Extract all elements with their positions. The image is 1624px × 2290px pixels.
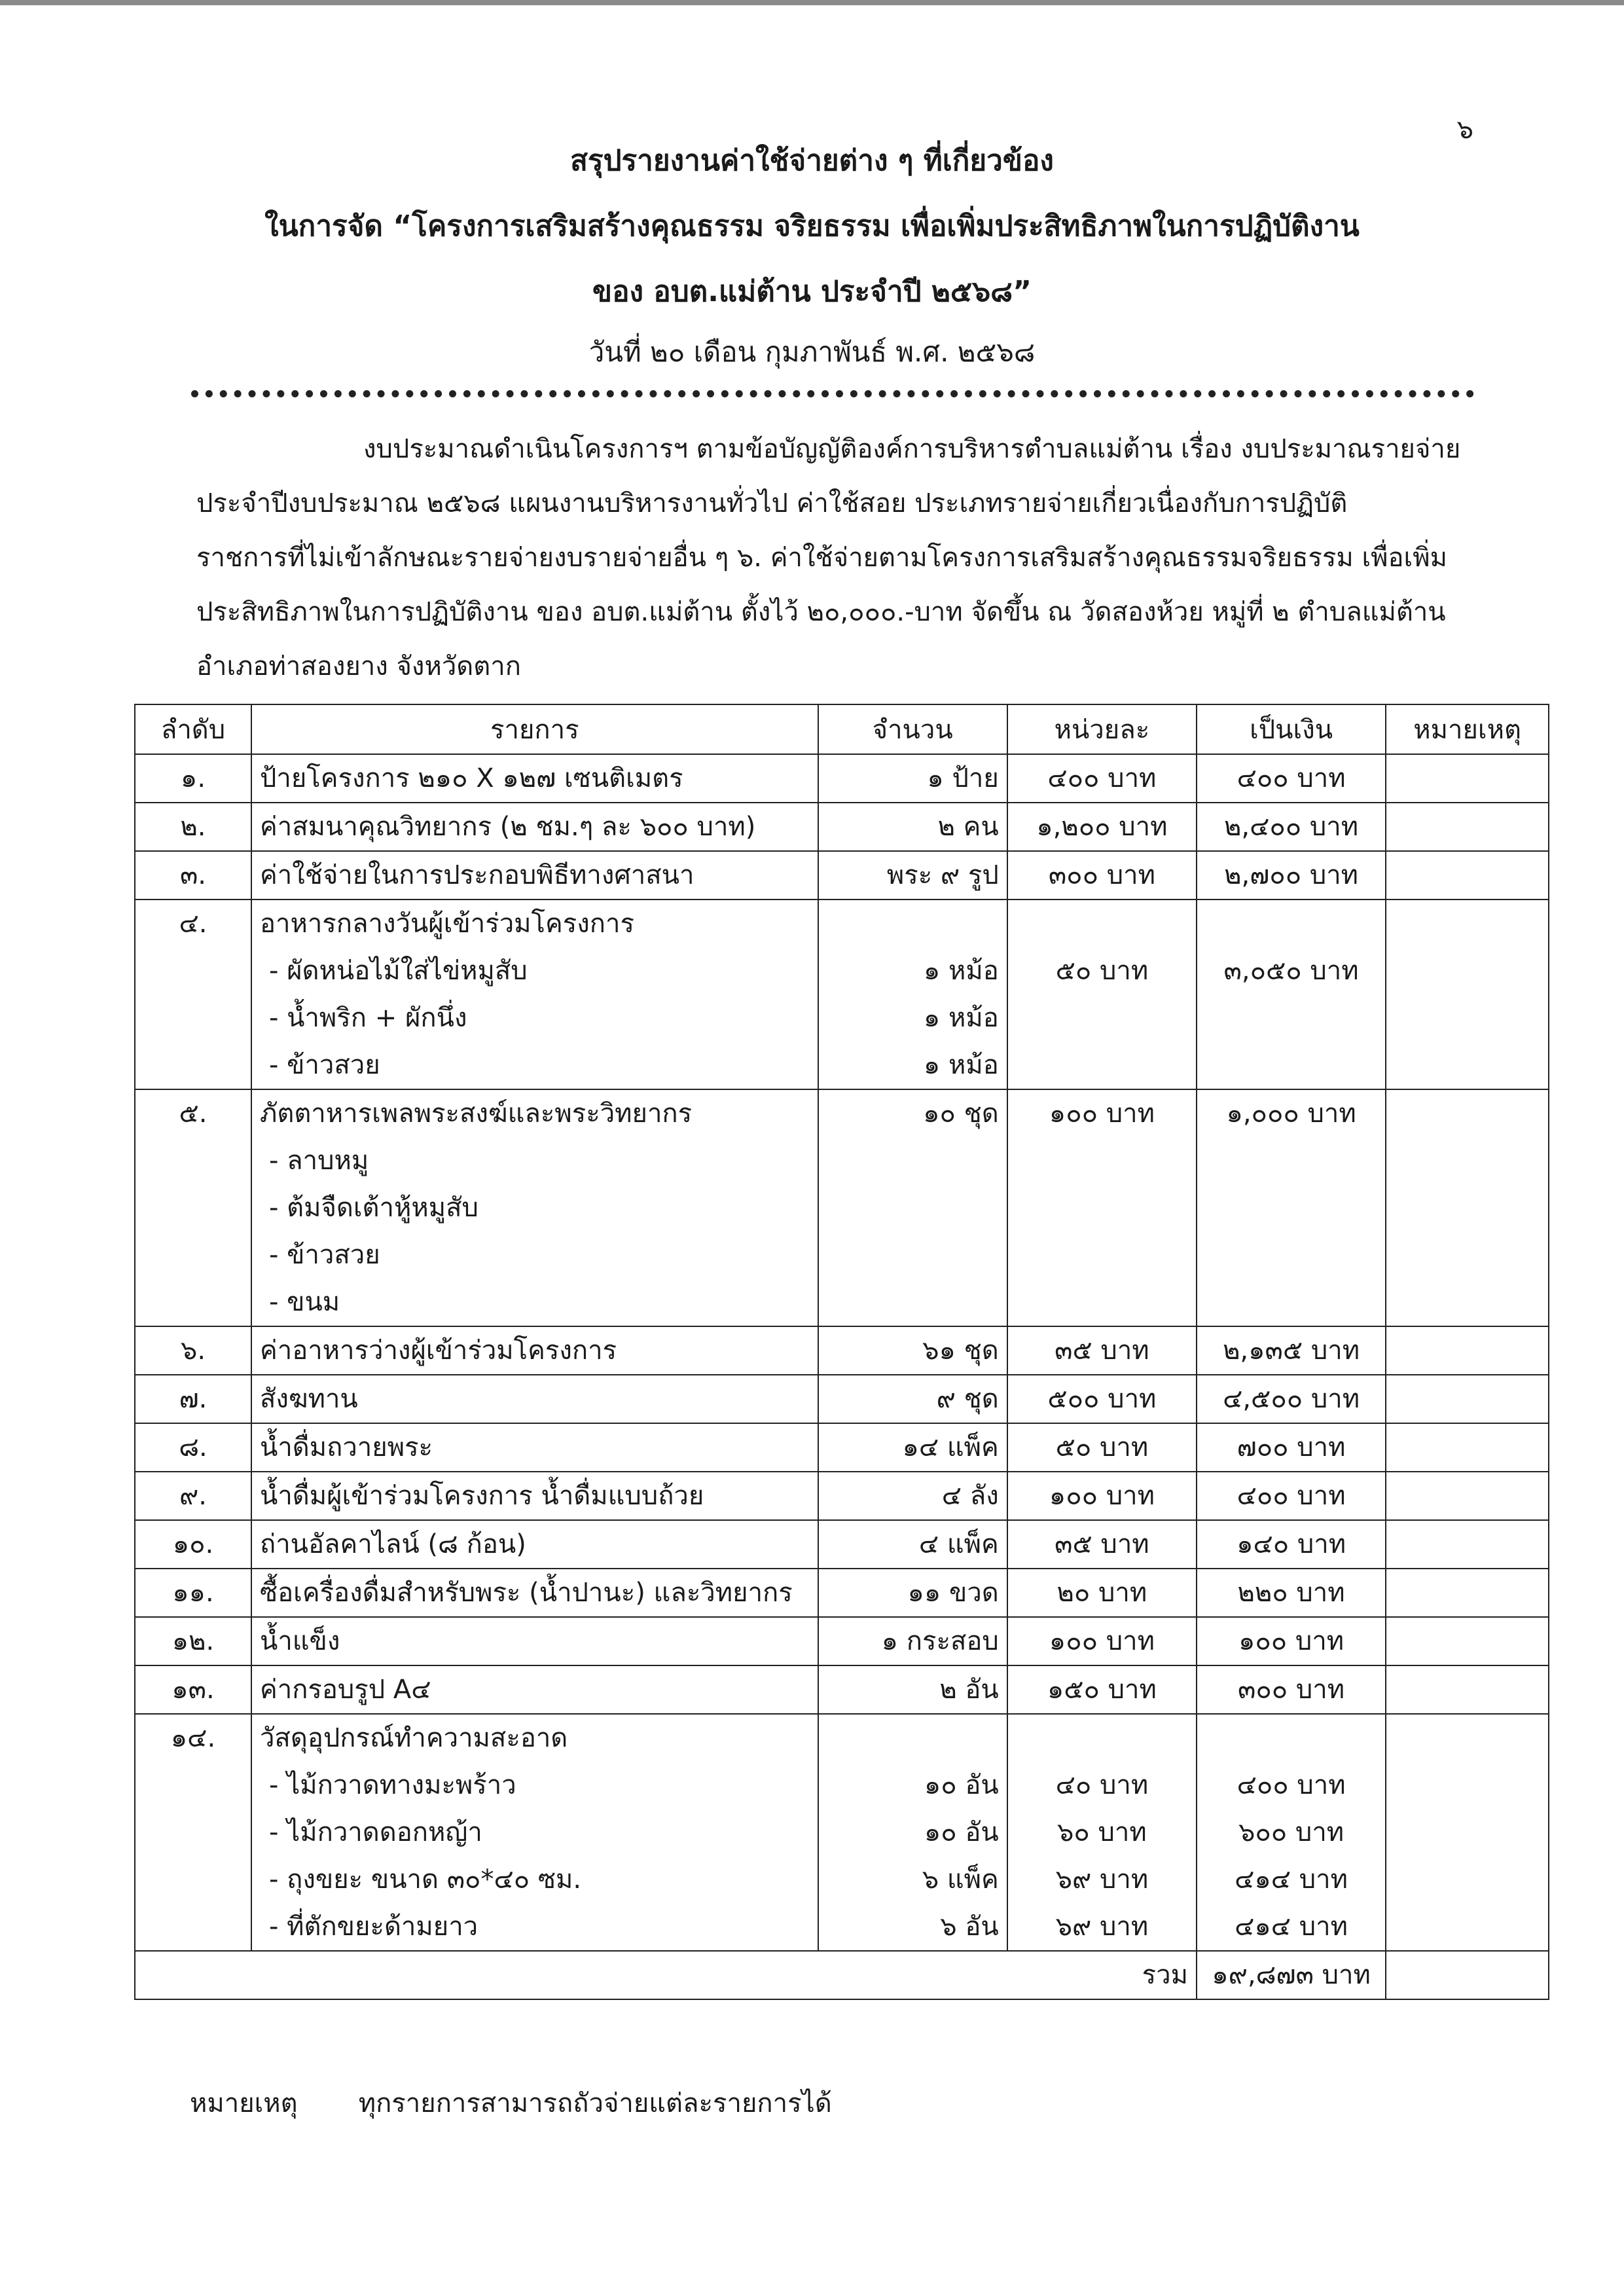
cell-item: ค่าสมนาคุณวิทยากร (๒ ชม.ๆ ละ ๖๐๐ บาท) xyxy=(251,803,818,851)
cell-qty: ๔ แพ็ค xyxy=(818,1520,1007,1569)
sub-amount: ๔๑๔ บาท xyxy=(1235,1864,1348,1895)
total-amount: ๑๙,๘๗๓ บาท xyxy=(1197,1951,1386,1999)
cell-no: ๘. xyxy=(135,1423,251,1472)
header-qty: จำนวน xyxy=(818,704,1007,754)
table-row xyxy=(135,1326,1549,1375)
cell-qty: ๑ กระสอบ xyxy=(818,1617,1007,1665)
cell-note xyxy=(1386,1617,1549,1665)
table-row xyxy=(135,803,1549,851)
table-row xyxy=(135,1472,1549,1520)
scan-edge-line xyxy=(0,0,1624,5)
cell-item: ป้ายโครงการ ๒๑๐ X ๑๒๗ เซนติเมตร xyxy=(251,754,818,803)
cell-item xyxy=(251,900,818,1089)
item-title: ภัตตาหารเพลพระสงฆ์และพระวิทยากร xyxy=(259,1099,693,1129)
cell-note xyxy=(1386,1089,1549,1326)
sub-unit: ๖๐ บาท xyxy=(1057,1817,1147,1847)
cell-unit: ๑๐๐ บาท xyxy=(1007,1089,1197,1326)
cell-no: ๙. xyxy=(135,1472,251,1520)
paragraph-line-4: ประสิทธิภาพในการปฏิบัติงาน ของ อบต.แม่ต้าน ตั้งไว้ ๒๐,๐๐๐.-บาท จัดขึ้น ณ วัดสองห้วย หมู่ที่ ๒ ตำบลแม่ต้าน xyxy=(196,597,1446,627)
table-row xyxy=(135,1714,1549,1951)
cell-qty xyxy=(818,900,1007,1089)
expense-table xyxy=(134,704,1549,2000)
sub-unit: ๖๙ บาท xyxy=(1055,1912,1149,1942)
cell-unit: ๕๐ บาท xyxy=(1007,1423,1197,1472)
cell-amount: ๒๒๐ บาท xyxy=(1197,1569,1386,1617)
sub-item: - ไม้กวาดทางมะพร้าว xyxy=(268,1770,516,1800)
cell-item: น้ำดื่มผู้เข้าร่วมโครงการ น้ำดื่มแบบถ้วย xyxy=(251,1472,818,1520)
sub-amount: ๖๐๐ บาท xyxy=(1238,1817,1344,1847)
report-date: วันที่ ๒๐ เดือน กุมภาพันธ์ พ.ศ. ๒๕๖๘ xyxy=(588,336,1036,368)
total-label: รวม xyxy=(135,1951,1197,1999)
cell-item xyxy=(251,1089,818,1326)
cell-item: ค่าใช้จ่ายในการประกอบพิธีทางศาสนา xyxy=(251,851,818,900)
cell-qty: ๑๑ ขวด xyxy=(818,1569,1007,1617)
cell-amount: ๒,๔๐๐ บาท xyxy=(1197,803,1386,851)
table-row xyxy=(135,1617,1549,1665)
cell-amount: ๔๐๐ บาท xyxy=(1197,754,1386,803)
heading-line-2: ในการจัด “โครงการเสริมสร้างคุณธรรม จริยธรรม เพื่อเพิ่มประสิทธิภาพในการปฏิบัติงาน xyxy=(264,209,1360,243)
sub-amount: ๔๐๐ บาท xyxy=(1236,1770,1346,1800)
sub-qty: ๑ หม้อ xyxy=(923,1003,999,1033)
cell-unit: ๑๕๐ บาท xyxy=(1007,1665,1197,1714)
cell-item: ซื้อเครื่องดื่มสำหรับพระ (น้ำปานะ) และวิทยากร xyxy=(251,1569,818,1617)
cell-qty: ๖๑ ชุด xyxy=(818,1326,1007,1375)
header-unit: หน่วยละ xyxy=(1007,704,1197,754)
page-number: ๖ xyxy=(1456,115,1473,145)
cell-item: ค่าอาหารว่างผู้เข้าร่วมโครงการ xyxy=(251,1326,818,1375)
cell-unit: ๓๐๐ บาท xyxy=(1007,851,1197,900)
sub-item: - ถุงขยะ ขนาด ๓๐*๔๐ ซม. xyxy=(268,1864,582,1895)
cell-amount: ๑,๐๐๐ บาท xyxy=(1197,1089,1386,1326)
sub-qty: ๖ อัน xyxy=(940,1912,999,1942)
cell-qty: ๑ ป้าย xyxy=(818,754,1007,803)
cell-no: ๑๔. xyxy=(135,1714,251,1951)
cell-amount: ๒,๑๓๕ บาท xyxy=(1197,1326,1386,1375)
cell-unit: ๓๕ บาท xyxy=(1007,1520,1197,1569)
table-row xyxy=(135,1520,1549,1569)
paragraph-line-3: ราชการที่ไม่เข้าลักษณะรายจ่ายงบรายจ่ายอื่น ๆ ๖. ค่าใช้จ่ายตามโครงการเสริมสร้างคุณธรรมจริยธรรม เพื่อเพิ่ม xyxy=(196,543,1447,573)
cell-unit: ๑,๒๐๐ บาท xyxy=(1007,803,1197,851)
cell-item: น้ำแข็ง xyxy=(251,1617,818,1665)
sub-item: - ข้าวสวย xyxy=(268,1240,380,1270)
cell-item: น้ำดื่มถวายพระ xyxy=(251,1423,818,1472)
sub-qty: ๖ แพ็ค xyxy=(922,1864,999,1895)
sub-item: - ไม้กวาดดอกหญ้า xyxy=(268,1817,482,1847)
sub-unit: ๖๙ บาท xyxy=(1055,1864,1149,1895)
dotted-divider xyxy=(191,390,1474,397)
paragraph-line-2: ประจำปีงบประมาณ ๒๕๖๘ แผนงานบริหารงานทั่วไป ค่าใช้สอย ประเภทรายจ่ายเกี่ยวเนื่องกับการปฏิบัติ xyxy=(196,488,1348,518)
cell-qty: ๑๔ แพ็ค xyxy=(818,1423,1007,1472)
table-row xyxy=(135,1375,1549,1423)
cell-unit xyxy=(1007,1714,1197,1951)
cell-note xyxy=(1386,1423,1549,1472)
cell-note xyxy=(1386,900,1549,1089)
budget-paragraph xyxy=(196,422,1476,694)
cell-unit xyxy=(1007,900,1197,1089)
cell-qty: ๙ ชุด xyxy=(818,1375,1007,1423)
cell-note xyxy=(1386,1326,1549,1375)
sub-unit: ๕๐ บาท xyxy=(1055,956,1149,986)
item-title: อาหารกลางวันผู้เข้าร่วมโครงการ xyxy=(259,909,634,939)
cell-amount: ๔,๕๐๐ บาท xyxy=(1197,1375,1386,1423)
sub-item: - ที่ตักขยะด้ามยาว xyxy=(268,1912,478,1942)
header-no: ลำดับ xyxy=(135,704,251,754)
footer-label: หมายเหตุ xyxy=(190,2088,298,2118)
footer-text: ทุกรายการสามารถถัวจ่ายแต่ละรายการได้ xyxy=(358,2088,832,2118)
sub-qty: ๑ หม้อ xyxy=(923,1050,999,1080)
cell-qty xyxy=(818,1714,1007,1951)
paragraph-line-5: อำเภอท่าสองยาง จังหวัดตาก xyxy=(196,651,521,682)
cell-amount xyxy=(1197,1714,1386,1951)
table-header-row xyxy=(135,704,1549,754)
total-row xyxy=(135,1951,1549,1999)
cell-note xyxy=(1386,1375,1549,1423)
cell-note xyxy=(1386,803,1549,851)
sub-item: - ต้มจืดเต้าหู้หมูสับ xyxy=(268,1193,478,1223)
sub-item: - น้ำพริก + ผักนึ่ง xyxy=(268,1003,467,1033)
cell-no: ๑๒. xyxy=(135,1617,251,1665)
sub-item: - ขนม xyxy=(268,1287,340,1317)
sub-item: - ลาบหมู xyxy=(268,1146,369,1176)
table-row xyxy=(135,1089,1549,1326)
table-row xyxy=(135,1665,1549,1714)
cell-qty: พระ ๙ รูป xyxy=(818,851,1007,900)
table-row xyxy=(135,1569,1549,1617)
heading-line-3: ของ อบต.แม่ต้าน ประจำปี ๒๕๖๘” xyxy=(592,275,1032,308)
table-row xyxy=(135,1423,1549,1472)
cell-qty: ๔ ลัง xyxy=(818,1472,1007,1520)
cell-note xyxy=(1386,1520,1549,1569)
paragraph-line-1: งบประมาณดำเนินโครงการฯ ตามข้อบัญญัติองค์การบริหารตำบลแม่ต้าน เรื่อง งบประมาณรายจ่าย xyxy=(363,434,1461,464)
cell-no: ๗. xyxy=(135,1375,251,1423)
sub-qty: ๑ หม้อ xyxy=(923,956,999,986)
cell-unit: ๓๕ บาท xyxy=(1007,1326,1197,1375)
cell-qty: ๒ อัน xyxy=(818,1665,1007,1714)
cell-unit: ๒๐ บาท xyxy=(1007,1569,1197,1617)
sub-qty: ๑๐ อัน xyxy=(924,1770,999,1800)
cell-item: สังฆทาน xyxy=(251,1375,818,1423)
cell-note xyxy=(1386,1714,1549,1951)
cell-note xyxy=(1386,1665,1549,1714)
cell-item: ถ่านอัลคาไลน์ (๘ ก้อน) xyxy=(251,1520,818,1569)
cell-unit: ๑๐๐ บาท xyxy=(1007,1617,1197,1665)
cell-note xyxy=(1386,1472,1549,1520)
cell-amount: ๓๐๐ บาท xyxy=(1197,1665,1386,1714)
cell-amount: ๑๔๐ บาท xyxy=(1197,1520,1386,1569)
cell-item xyxy=(251,1714,818,1951)
table-row xyxy=(135,754,1549,803)
cell-note xyxy=(1386,1951,1549,1999)
cell-amount xyxy=(1197,900,1386,1089)
sub-unit: ๔๐ บาท xyxy=(1055,1770,1149,1800)
cell-no: ๑๑. xyxy=(135,1569,251,1617)
cell-no: ๑๐. xyxy=(135,1520,251,1569)
sub-qty: ๑๐ อัน xyxy=(924,1817,999,1847)
header-amount: เป็นเงิน xyxy=(1197,704,1386,754)
cell-no: ๕. xyxy=(135,1089,251,1326)
item-title: วัสดุอุปกรณ์ทำความสะอาด xyxy=(259,1723,568,1753)
cell-qty: ๒ คน xyxy=(818,803,1007,851)
cell-amount: ๑๐๐ บาท xyxy=(1197,1617,1386,1665)
table-row xyxy=(135,900,1549,1089)
cell-amount: ๒,๗๐๐ บาท xyxy=(1197,851,1386,900)
cell-no: ๖. xyxy=(135,1326,251,1375)
cell-no: ๒. xyxy=(135,803,251,851)
cell-no: ๑๓. xyxy=(135,1665,251,1714)
cell-amount: ๔๐๐ บาท xyxy=(1197,1472,1386,1520)
cell-amount: ๗๐๐ บาท xyxy=(1197,1423,1386,1472)
cell-no: ๔. xyxy=(135,900,251,1089)
sub-item: - ผัดหน่อไม้ใส่ไข่หมูสับ xyxy=(268,956,528,986)
sub-amount: ๓,๐๕๐ บาท xyxy=(1223,956,1359,986)
cell-unit: ๑๐๐ บาท xyxy=(1007,1472,1197,1520)
heading-line-1: สรุปรายงานค่าใช้จ่ายต่าง ๆ ที่เกี่ยวข้อง xyxy=(570,144,1054,177)
cell-no: ๓. xyxy=(135,851,251,900)
cell-no: ๑. xyxy=(135,754,251,803)
footer-note xyxy=(190,2082,832,2124)
header-item: รายการ xyxy=(251,704,818,754)
sub-item: - ข้าวสวย xyxy=(268,1050,380,1080)
cell-unit: ๕๐๐ บาท xyxy=(1007,1375,1197,1423)
cell-unit: ๔๐๐ บาท xyxy=(1007,754,1197,803)
table-row xyxy=(135,851,1549,900)
cell-note xyxy=(1386,1569,1549,1617)
sub-amount: ๔๑๔ บาท xyxy=(1235,1912,1348,1942)
cell-note xyxy=(1386,754,1549,803)
header-note: หมายเหตุ xyxy=(1386,704,1549,754)
cell-item: ค่ากรอบรูป A๔ xyxy=(251,1665,818,1714)
cell-note xyxy=(1386,851,1549,900)
cell-qty: ๑๐ ชุด xyxy=(818,1089,1007,1326)
